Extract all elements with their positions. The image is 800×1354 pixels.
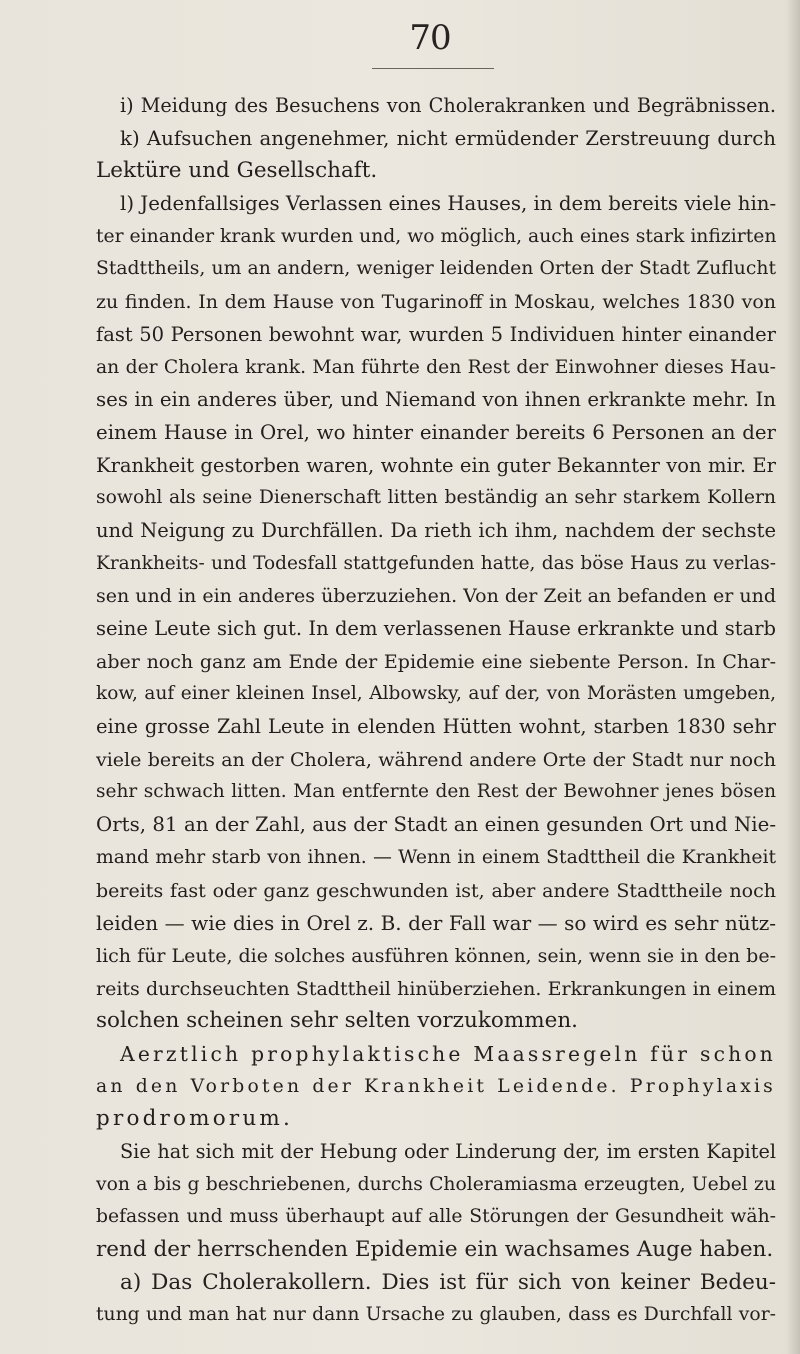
text-line: an der Cholera krank. Man führte den Rest der Einwohner dieses Hau- — [96, 356, 776, 378]
text-line: aber noch ganz am Ende der Epidemie eine siebente Person. In Char- — [96, 650, 776, 673]
text-line: solchen scheinen sehr selten vorzukommen. — [96, 1008, 579, 1034]
text-line: lich für Leute, die solches ausführen können, sein, wenn sie in den be- — [96, 944, 777, 967]
page-number: 70 — [409, 18, 451, 58]
text-line: mand mehr starb von ihnen. — Wenn in einem Stadttheil die Krankheit — [96, 846, 776, 868]
text-line: reits durchseuchten Stadttheil hinüberziehen. Erkrankungen in einem — [96, 977, 776, 1000]
text-line: rend der herrschenden Epidemie ein wachsames Auge haben. — [96, 1237, 774, 1263]
page-edge-shadow — [786, 0, 800, 1354]
text-line: prodromorum. — [96, 1106, 294, 1132]
text-line: zu finden. In dem Hause von Tugarinoff in Moskau, welches 1830 von — [96, 291, 776, 314]
text-line: von a bis g beschriebenen, durchs Choleramiasma erzeugten, Uebel zu — [96, 1173, 776, 1195]
text-line: eine grosse Zahl Leute in elenden Hütten wohnt, starben 1830 sehr — [96, 715, 776, 739]
text-line: i) Meidung des Besuchens von Cholerakranken und Begräbnissen. — [120, 94, 776, 117]
text-line: und Neigung zu Durchfällen. Da rieth ich ihm, nachdem der sechste — [96, 518, 776, 542]
text-line: bereits fast oder ganz geschwunden ist, aber andere Stadttheile noch — [96, 879, 776, 902]
text-line: einem Hause in Orel, wo hinter einander bereits 6 Personen an der — [96, 420, 776, 444]
text-line: leiden — wie dies in Orel z. B. der Fall war — so wird es sehr nütz- — [96, 911, 776, 936]
text-line: Krankheits- und Todesfall stattgefunden hatte, das böse Haus zu verlas- — [96, 552, 776, 574]
text-line: fast 50 Personen bewohnt war, wurden 5 Individuen hinter einander — [96, 322, 776, 346]
text-line: befassen und muss überhaupt auf alle Störungen der Gesundheit wäh- — [96, 1206, 776, 1228]
text-line: Lektüre und Gesellschaft. — [96, 158, 378, 184]
text-line: kow, auf einer kleinen Insel, Albowsky, auf der, von Morästen umgeben, — [96, 683, 776, 705]
text-line: Krankheit gestorben waren, wohnte ein guter Bekannter von mir. Er — [96, 453, 776, 477]
text-line: an den Vorboten der Krankheit Leidende. Prophylaxis — [96, 1075, 776, 1097]
page-number-rule — [372, 68, 494, 69]
body-text — [96, 90, 776, 1332]
text-line: k) Aufsuchen angenehmer, nicht ermüdender Zerstreuung durch — [120, 126, 776, 150]
text-line: ses in ein anderes über, und Niemand von ihnen erkrankte mehr. In — [96, 388, 776, 412]
text-line: sehr schwach litten. Man entfernte den Rest der Bewohner jenes bösen — [96, 781, 776, 803]
text-line: a) Das Cholerakollern. Dies ist für sich von keiner Bedeu- — [120, 1269, 776, 1295]
text-line: tung und man hat nur dann Ursache zu glauben, dass es Durchfall vor- — [96, 1304, 776, 1326]
text-line: ter einander krank wurden und, wo möglich, auch eines stark infizirten — [96, 225, 777, 247]
text-line: viele bereits an der Cholera, während andere Orte der Stadt nur noch — [96, 748, 776, 771]
text-line: seine Leute sich gut. In dem verlassenen Hause erkrankte und starb — [96, 617, 776, 640]
text-line: Sie hat sich mit der Hebung oder Linderung der, im ersten Kapitel — [120, 1140, 776, 1163]
text-line: Stadttheils, um an andern, weniger leidenden Orten der Stadt Zuflucht — [96, 258, 776, 280]
text-line: sowohl als seine Dienerschaft litten beständig an sehr starkem Kollern — [96, 487, 776, 509]
text-line: Orts, 81 an der Zahl, aus der Stadt an einen gesunden Ort und Nie- — [96, 813, 776, 837]
text-line: l) Jedenfallsiges Verlassen eines Hauses, in dem bereits viele hin- — [120, 192, 777, 216]
text-line: Aerztlich prophylaktische Maassregeln für schon — [120, 1041, 776, 1066]
text-line: sen und in ein anderes überzuziehen. Von der Zeit an befanden er und — [96, 585, 776, 608]
